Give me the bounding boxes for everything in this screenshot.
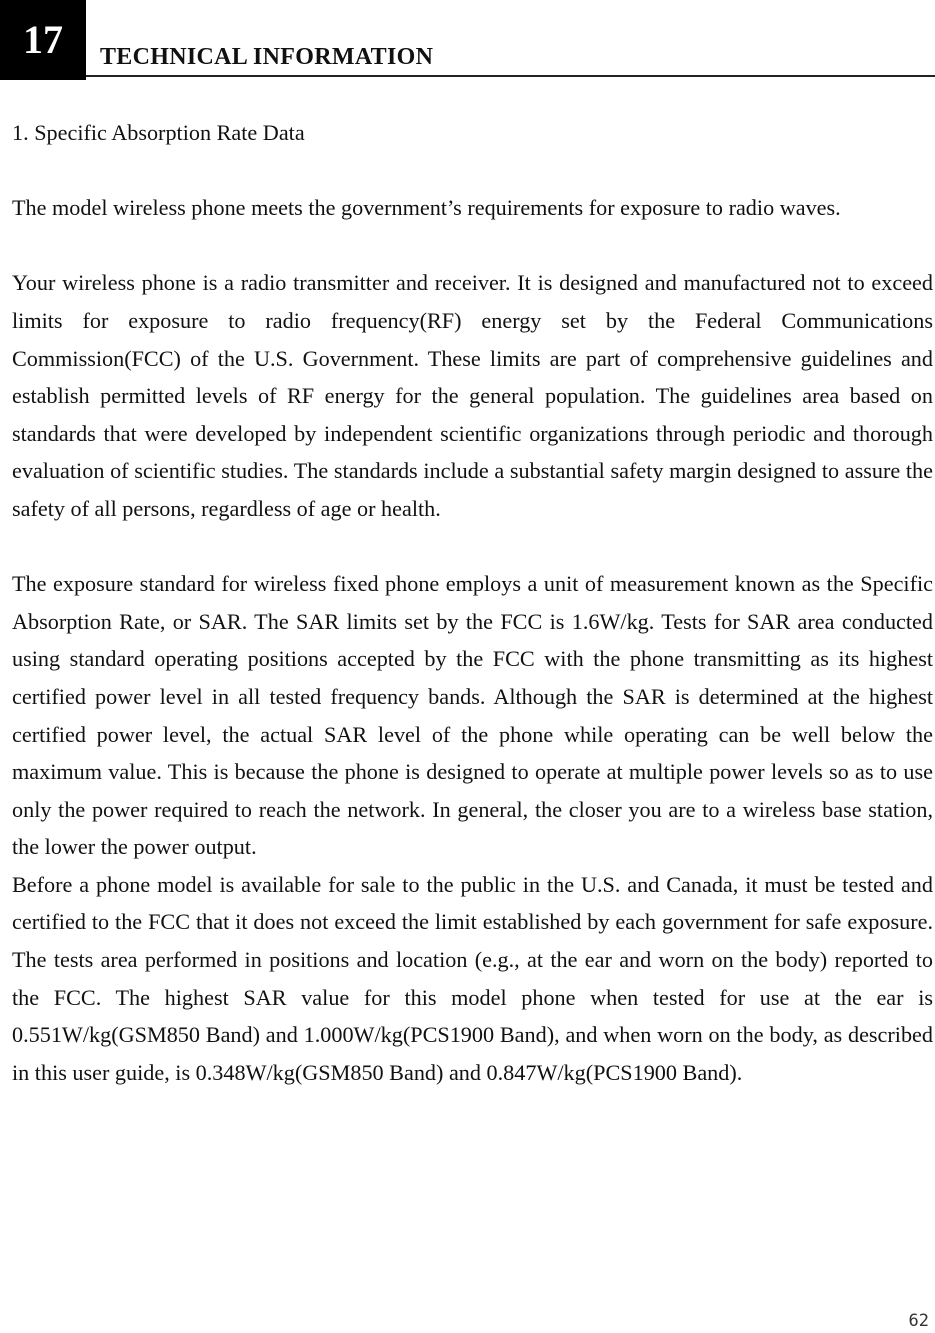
chapter-number-badge: 17 <box>0 0 86 80</box>
chapter-title: TECHNICAL INFORMATION <box>100 44 434 70</box>
paragraph-transmitter: Your wireless phone is a radio transmitter and receiver. It is designed and manufactured not to exceed limits for exposure to radio frequency(RF) energy set by the Federal Communications Commission(FCC) of the U.S. Government. These limits are part of comprehensive guidelines and establish permitted levels of RF energy for the general population. The guidelines area based on standards that were developed by independent scientific organizations through periodic and thorough evaluation of scientific studies. The standards include a substantial safety margin designed to assure the safety of all persons, regardless of age or health. <box>12 270 933 521</box>
paragraph-compliance: The model wireless phone meets the government’s requirements for exposure to radio waves. <box>12 195 841 221</box>
paragraph-exposure-standard: The exposure standard for wireless fixed phone employs a unit of measurement known as the Specific Absorption Rate, or SAR. The SAR limits set by the FCC is 1.6W/kg. Tests for SAR area conducted using standard operating positions accepted by the FCC with the phone transmitting as its highest certified power level in all tested frequency bands. Although the SAR is determined at the highest certified power level, the actual SAR level of the phone while operating can be well below the maximum value. This is because the phone is designed to operate at multiple power levels so as to use only the power required to reach the network. In general, the closer you are to a wireless base station, the lower the power output. <box>12 571 933 860</box>
page-number: 62 <box>908 1311 929 1331</box>
document-body <box>12 114 933 1091</box>
section-heading: 1. Specific Absorption Rate Data <box>12 120 305 145</box>
header-divider <box>86 75 935 77</box>
paragraph-sar-values: Before a phone model is available for sale to the public in the U.S. and Canada, it must be tested and certified to the FCC that it does not exceed the limit established by each government for safe exposure. The tests area performed in positions and location (e.g., at the ear and worn on the body) reported to the FCC. The highest SAR value for this model phone when tested for use at the ear is 0.551W/kg(GSM850 Band) and 1.000W/kg(PCS1900 Band), and when worn on the body, as described in this user guide, is 0.348W/kg(GSM850 Band) and 0.847W/kg(PCS1900 Band). <box>12 871 933 1085</box>
